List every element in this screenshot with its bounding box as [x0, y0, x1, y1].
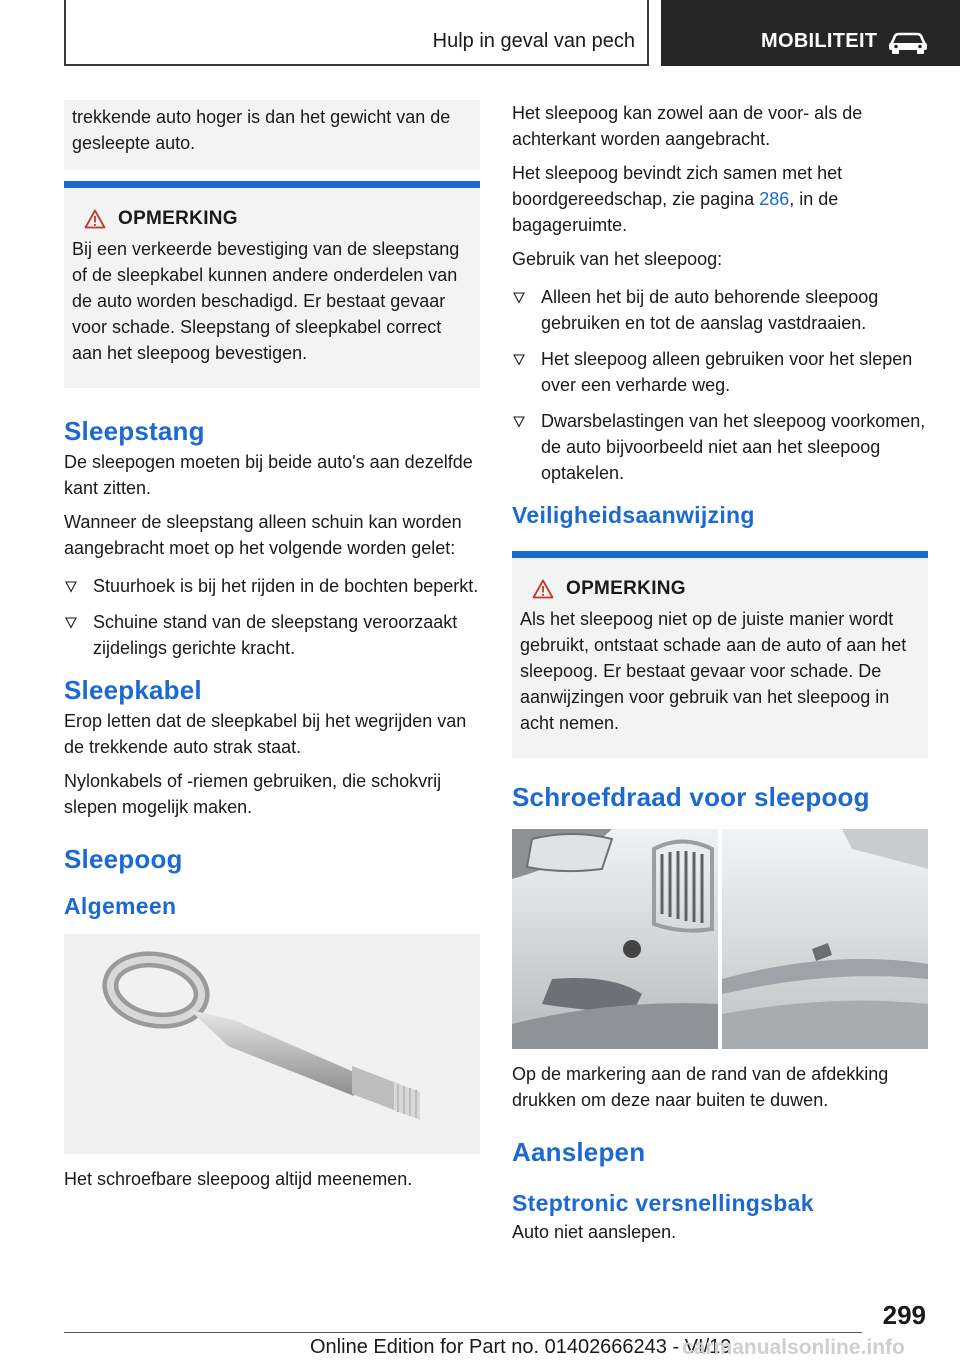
list-item-text: Stuurhoek is bij het rijden in de bochten beperkt. [93, 576, 479, 596]
right-paragraph-3: Gebruik van het sleepoog: [512, 249, 723, 269]
list-item-text: Alleen het bij de auto behorende sleepoog gebruiken en tot de aanslag vastdraaien. [541, 287, 879, 333]
right-paragraph-2: Het sleepoog bevindt zich samen met het boordgereedschap, zie pagina 286, in de bagageruimte. [512, 163, 843, 235]
aanslepen-text: Auto niet aanslepen. [512, 1222, 677, 1242]
bumper-photo [512, 829, 928, 1049]
notice-title: OPMERKING [118, 208, 238, 229]
bullet-triangle-icon [513, 416, 525, 428]
sleepkabel-paragraph-2: Nylonkabels of -riemen gebruiken, die schokvrij slepen mogelijk maken. [64, 771, 442, 817]
warning-icon [532, 579, 554, 599]
list-item-text: Dwarsbelastingen van het sleepoog voorkomen, de auto bijvoorbeeld niet aan het sleepoog optakelen. [541, 411, 926, 483]
subheading-algemeen: Algemeen [64, 893, 177, 919]
sleepstang-paragraph-2: Wanneer de sleepstang alleen schuin kan worden aangebracht moet op het volgende worden gelet: [64, 512, 462, 558]
edition-text: Online Edition for Part no. 01402666243 - VI/19 [310, 1336, 732, 1358]
chapter-tab [661, 0, 960, 66]
heading-sleepstang: Sleepstang [64, 416, 205, 446]
list-item [512, 408, 928, 486]
page-header [0, 0, 960, 66]
left-column [64, 100, 480, 1200]
bullet-triangle-icon [65, 617, 77, 629]
tow-eye-illustration [64, 934, 480, 1154]
sleepkabel-paragraph-1: Erop letten dat de sleepkabel bij het wegrijden van de trekkende auto strak staat. [64, 711, 467, 757]
list-item [512, 346, 928, 398]
warning-icon [84, 209, 106, 229]
sleepoog-usage-list [512, 284, 928, 486]
page-link[interactable]: 286 [759, 189, 790, 209]
heading-schroefdraad: Schroefdraad voor sleepoog [512, 782, 870, 812]
list-item [64, 573, 480, 599]
tow-eye-image [64, 934, 480, 1154]
notice-body: Bij een verkeerde bevestiging van de sleepstang of de sleepkabel kunnen andere onderdelen van de auto worden beschadigd. Er bestaat gevaar voor schade. Sleepstang of sleepkabel correct aan het sleepoog bevestigen. [72, 239, 460, 363]
sleepstang-list [64, 573, 480, 661]
tow-eye-caption: Het schroefbare sleepoog altijd meenemen. [64, 1169, 413, 1189]
sleepstang-paragraph-1: De sleepogen moeten bij beide auto's aan dezelfde kant zitten. [64, 452, 473, 498]
chapter-title: MOBILITEIT [761, 30, 878, 52]
notice-title: OPMERKING [566, 578, 686, 599]
heading-aanslepen: Aanslepen [512, 1137, 646, 1167]
notice-box [512, 551, 928, 758]
right-paragraph-1: Het sleepoog kan zowel aan de voor- als de achterkant worden aangebracht. [512, 103, 863, 149]
notice-body: Als het sleepoog niet op de juiste manier wordt gebruikt, ontstaat schade aan de auto of aan het sleepoog. Er bestaat gevaar voor schade. De aanwijzingen voor gebruik van het sleepoog in acht nemen. [520, 609, 907, 733]
car-icon [887, 30, 929, 54]
list-item-text: Schuine stand van de sleepstang veroorzaakt zijdelings gerichte kracht. [93, 612, 458, 658]
section-title: Hulp in geval van pech [432, 30, 635, 52]
page-number: 299 [882, 1300, 926, 1330]
notice-header [520, 578, 920, 600]
heading-sleepoog: Sleepoog [64, 844, 183, 874]
bullet-triangle-icon [65, 581, 77, 593]
continued-text: trekkende auto hoger is dan het gewicht van de gesleepte auto. [72, 107, 451, 153]
section-tab [64, 0, 649, 66]
notice-box [64, 181, 480, 388]
bumper-caption: Op de markering aan de rand van de afdekking drukken om deze naar buiten te duwen. [512, 1064, 889, 1110]
watermark: carmanualsonline.info [682, 1336, 905, 1359]
heading-sleepkabel: Sleepkabel [64, 675, 202, 705]
list-item-text: Het sleepoog alleen gebruiken voor het slepen over een verharde weg. [541, 349, 913, 395]
continued-text-box [64, 100, 480, 170]
list-item [512, 284, 928, 336]
notice-header [72, 208, 472, 230]
right-column [512, 100, 928, 1253]
bullet-triangle-icon [513, 354, 525, 366]
bumper-illustration [512, 829, 928, 1049]
footer-divider [64, 1332, 862, 1333]
heading-veiligheidsaanwijzing: Veiligheidsaanwijzing [512, 502, 755, 528]
list-item [64, 609, 480, 661]
subheading-steptronic: Steptronic versnellingsbak [512, 1190, 814, 1216]
bullet-triangle-icon [513, 292, 525, 304]
